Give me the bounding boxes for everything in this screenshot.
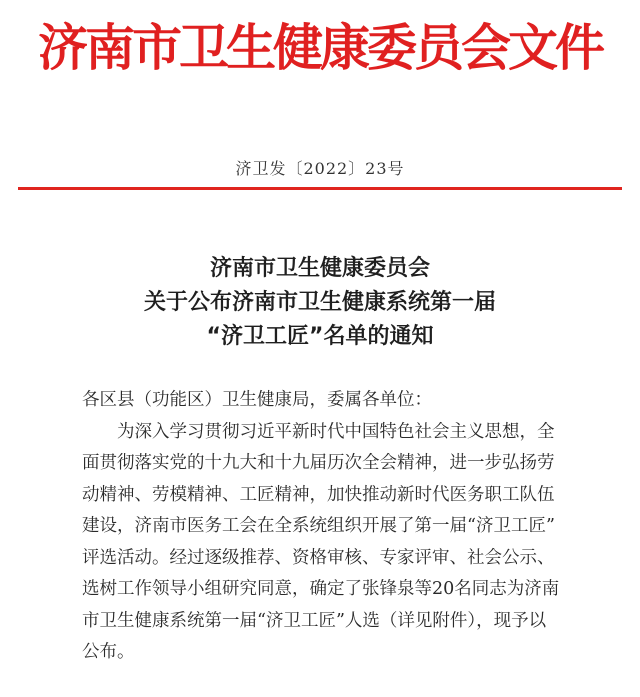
body-line: 建设，济南市医务工会在全系统组织开展了第一届“济卫工匠” <box>82 516 555 536</box>
notice-title-line-2: 关于公布济南市卫生健康系统第一届 <box>143 290 496 315</box>
body-line: 面贯彻落实党的十九大和十九届历次全会精神，进一步弘扬劳 <box>82 453 555 473</box>
body-line: 选树工作领导小组研究同意，确定了张锋泉等20名同志为济南 <box>82 579 560 599</box>
salutation: 各区县（功能区）卫生健康局，委属各单位： <box>82 390 432 410</box>
body-line: 评选活动。经过逐级推荐、资格审核、专家评审、社会公示、 <box>82 547 555 568</box>
notice-title-line-3: “济卫工匠”名单的通知 <box>206 324 434 349</box>
red-divider-line <box>18 187 622 190</box>
body-line: 公布。 <box>82 642 135 662</box>
body-line: 为深入学习贯彻习近平新时代中国特色社会主义思想，全 <box>117 421 555 442</box>
body-line: 市卫生健康系统第一届“济卫工匠”人选（详见附件），现予以 <box>82 610 547 631</box>
document-number: 济卫发〔2022〕23号 <box>235 159 405 178</box>
body-line: 动精神、劳模精神、工匠精神，加快推动新时代医务职工队伍 <box>82 484 555 505</box>
notice-title-line-1: 济南市卫生健康委员会 <box>209 256 430 281</box>
notice-title <box>0 252 640 354</box>
masthead-title: 济南市卫生健康委员会文件 <box>38 18 602 77</box>
notice-body <box>82 385 602 669</box>
